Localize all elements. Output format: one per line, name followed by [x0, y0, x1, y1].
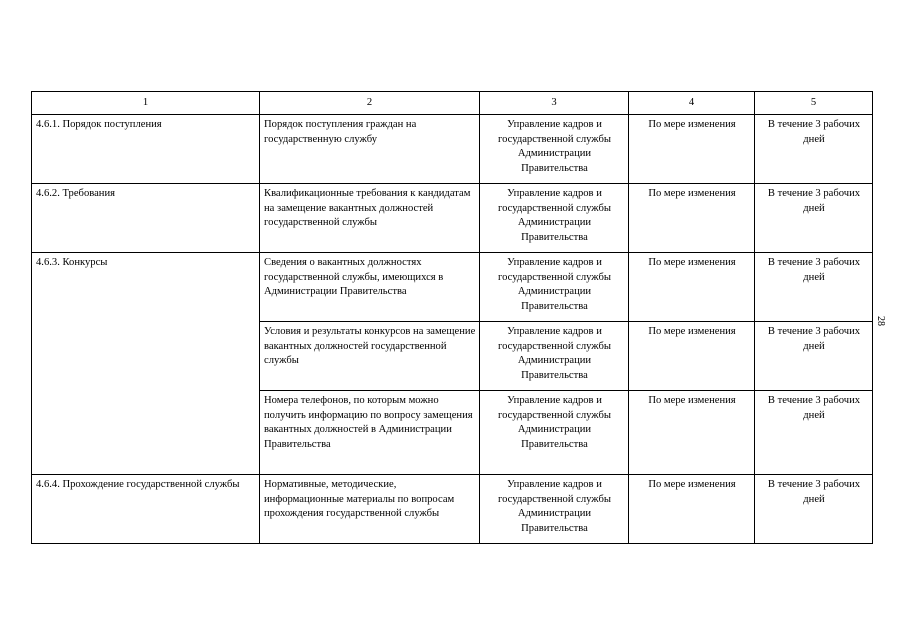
- term-cell: В течение 3 рабочих дней: [755, 184, 873, 253]
- responsible-cell: Управление кадров и государственной службы Администрации Правительства: [480, 391, 629, 475]
- description-cell: Сведения о вакантных должностях государственной службы, имеющихся в Администрации Правительства: [260, 253, 480, 322]
- period-cell: По мере изменения: [629, 253, 755, 322]
- responsible-cell: Управление кадров и государственной службы Администрации Правительства: [480, 115, 629, 184]
- description-cell: Квалификационные требования к кандидатам на замещение вакантных должностей государственной службы: [260, 184, 480, 253]
- section-cell: 4.6.2. Требования: [32, 184, 260, 253]
- table-row: [32, 475, 873, 544]
- period-cell: По мере изменения: [629, 475, 755, 544]
- term-cell: В течение 3 рабочих дней: [755, 115, 873, 184]
- term-cell: В течение 3 рабочих дней: [755, 391, 873, 475]
- description-cell: Условия и результаты конкурсов на замещение вакантных должностей государственной службы: [260, 322, 480, 391]
- col-header-3: 3: [480, 92, 629, 115]
- col-header-4: 4: [629, 92, 755, 115]
- section-cell: 4.6.1. Порядок поступления: [32, 115, 260, 184]
- term-cell: В течение 3 рабочих дней: [755, 322, 873, 391]
- period-cell: По мере изменения: [629, 184, 755, 253]
- col-header-1: 1: [32, 92, 260, 115]
- period-cell: По мере изменения: [629, 391, 755, 475]
- section-cell: 4.6.3. Конкурсы: [32, 253, 260, 475]
- section-cell: 4.6.4. Прохождение государственной службы: [32, 475, 260, 544]
- period-cell: По мере изменения: [629, 322, 755, 391]
- description-cell: Номера телефонов, по которым можно получить информацию по вопросу замещения вакантных должностей в Администрации Правительства: [260, 391, 480, 475]
- requirements-table: [31, 91, 873, 544]
- responsible-cell: Управление кадров и государственной службы Администрации Правительства: [480, 253, 629, 322]
- responsible-cell: Управление кадров и государственной службы Администрации Правительства: [480, 475, 629, 544]
- term-cell: В течение 3 рабочих дней: [755, 253, 873, 322]
- table-row: [32, 253, 873, 322]
- table-row: [32, 115, 873, 184]
- term-cell: В течение 3 рабочих дней: [755, 475, 873, 544]
- responsible-cell: Управление кадров и государственной службы Администрации Правительства: [480, 322, 629, 391]
- description-cell: Порядок поступления граждан на государственную службу: [260, 115, 480, 184]
- description-cell: Нормативные, методические, информационные материалы по вопросам прохождения государственной службы: [260, 475, 480, 544]
- responsible-cell: Управление кадров и государственной службы Администрации Правительства: [480, 184, 629, 253]
- period-cell: По мере изменения: [629, 115, 755, 184]
- table-row: [32, 184, 873, 253]
- header-row: [32, 92, 873, 115]
- col-header-5: 5: [755, 92, 873, 115]
- col-header-2: 2: [260, 92, 480, 115]
- page-number: 28: [875, 316, 886, 326]
